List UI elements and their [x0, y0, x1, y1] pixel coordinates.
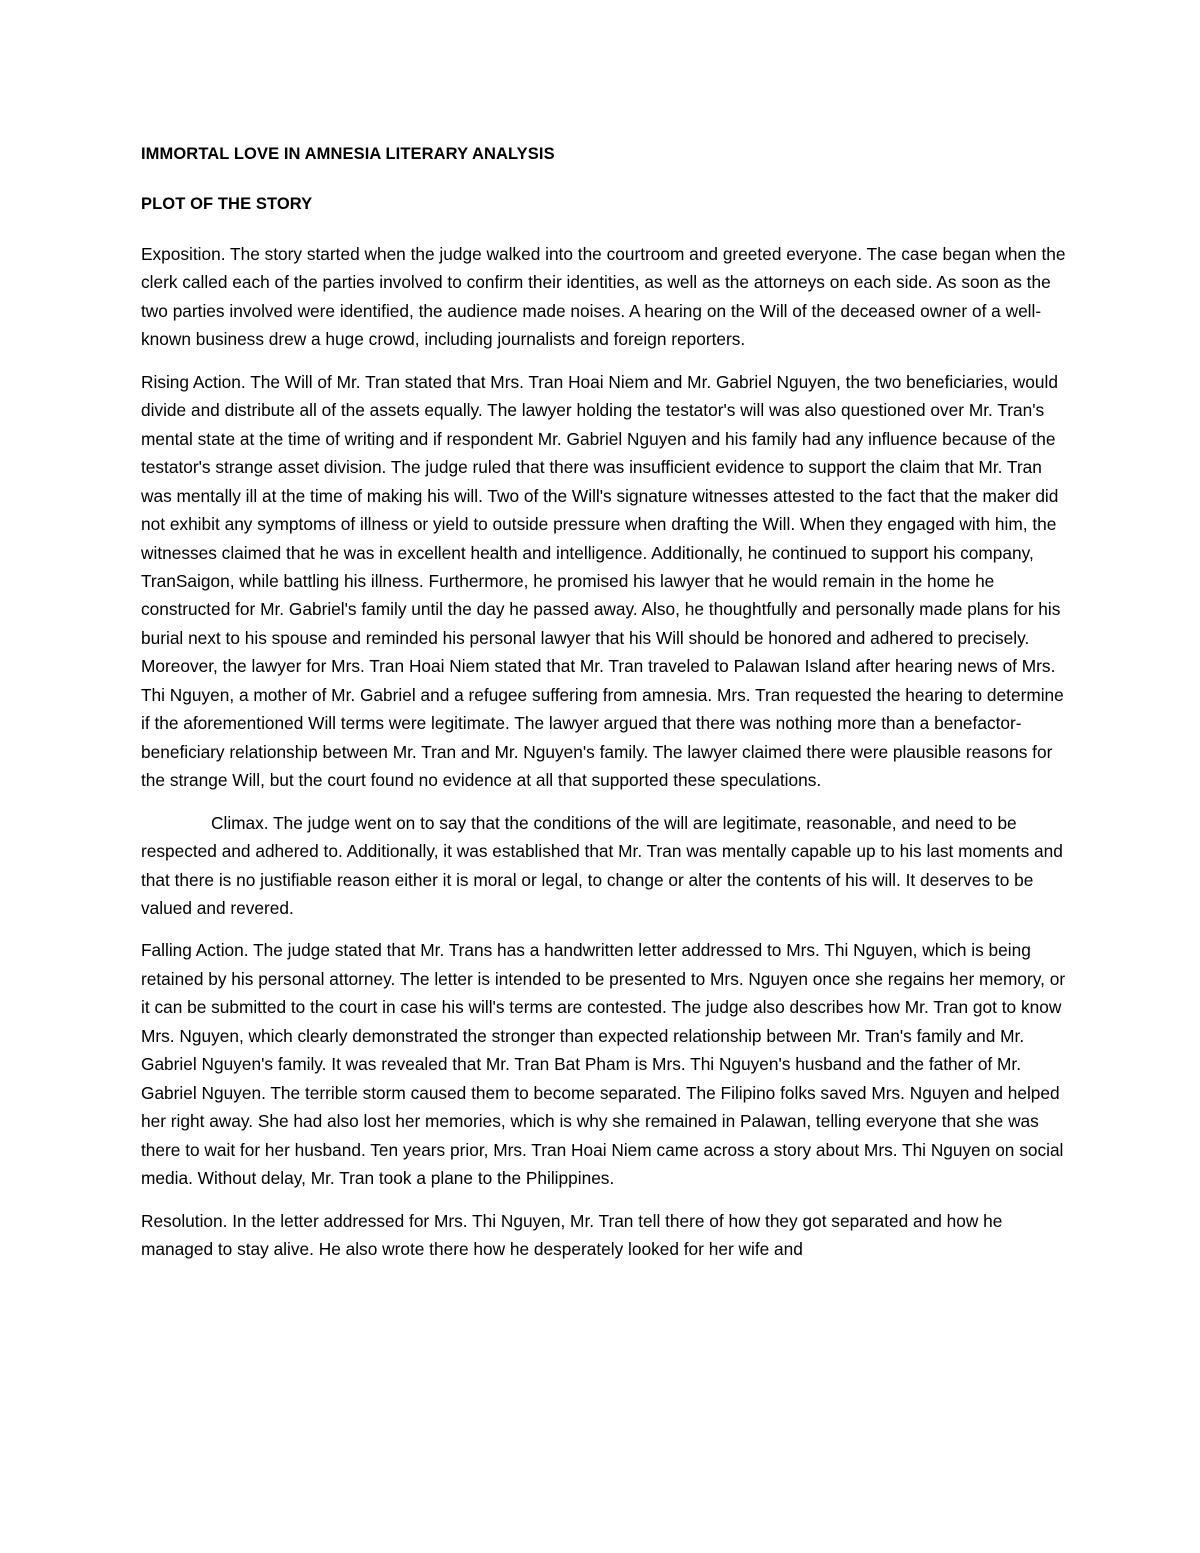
paragraph-climax: Climax. The judge went on to say that the conditions of the will are legitimate, reasonable, and need to be respected and adhered to. Additionally, it was established that Mr. Tran was mentally capable up to his last moments and that there is no justifiable reason either it is moral or legal, to change or alter the contents of his will. It deserves to be valued and revered. [141, 812, 1063, 918]
section-heading: PLOT OF THE STORY [141, 195, 313, 213]
paragraph-resolution: Resolution. In the letter addressed for Mrs. Thi Nguyen, Mr. Tran tell there of how they got separated and how he managed to stay alive. He also wrote there how he desperately looked for her wife and [141, 1210, 1003, 1259]
paragraph-exposition: Exposition. The story started when the judge walked into the courtroom and greeted everyone. The case began when the clerk called each of the parties involved to confirm their identities, as well as the attorneys on each side. As soon as the two parties involved were identified, the audience made noises. A hearing on the Will of the deceased owner of a well-known business drew a huge crowd, including journalists and foreign reporters. [141, 244, 1066, 350]
document-title: IMMORTAL LOVE IN AMNESIA LITERARY ANALYSIS [141, 145, 555, 163]
paragraph-rising-action: Rising Action. The Will of Mr. Tran stated that Mrs. Tran Hoai Niem and Mr. Gabriel Nguyen, the two beneficiaries, would divide and distribute all of the assets equally. The lawyer holding the testator's will was also questioned over Mr. Tran's mental state at the time of writing and if respondent Mr. Gabriel Nguyen and his family had any influence because of the testator's strange asset division. The judge ruled that there was insufficient evidence to support the claim that Mr. Tran was mentally ill at the time of making his will. Two of the Will's signature witnesses attested to the fact that the maker did not exhibit any symptoms of illness or yield to outside pressure when drafting the Will. When they engaged with him, the witnesses claimed that he was in excellent health and intelligence. Additionally, he continued to support his company, TranSaigon, while battling his illness. Furthermore, he promised his lawyer that he would remain in the home he constructed for Mr. Gabriel's family until the day he passed away. Also, he thoughtfully and personally made plans for his burial next to his spouse and reminded his personal lawyer that his Will should be honored and adhered to precisely. Moreover, the lawyer for Mrs. Tran Hoai Niem stated that Mr. Tran traveled to Palawan Island after hearing news of Mrs. Thi Nguyen, a mother of Mr. Gabriel and a refugee suffering from amnesia. Mrs. Tran requested the hearing to determine if the aforementioned Will terms were legitimate. The lawyer argued that there was nothing more than a benefactor-beneficiary relationship between Mr. Tran and Mr. Nguyen's family. The lawyer claimed there were plausible reasons for the strange Will, but the court found no evidence at all that supported these speculations. [141, 371, 1064, 791]
paragraph-falling-action: Falling Action. The judge stated that Mr. Trans has a handwritten letter addressed to Mrs. Thi Nguyen, which is being retained by his personal attorney. The letter is intended to be presented to Mrs. Nguyen once she regains her memory, or it can be submitted to the court in case his will's terms are contested. The judge also describes how Mr. Tran got to know Mrs. Nguyen, which clearly demonstrated the stronger than expected relationship between Mr. Tran's family and Mr. Gabriel Nguyen's family. It was revealed that Mr. Tran Bat Pham is Mrs. Thi Nguyen's husband and the father of Mr. Gabriel Nguyen. The terrible storm caused them to become separated. The Filipino folks saved Mrs. Nguyen and helped her right away. She had also lost her memories, which is why she remained in Palawan, telling everyone that she was there to wait for her husband. Ten years prior, Mrs. Tran Hoai Niem came across a story about Mrs. Thi Nguyen on social media. Without delay, Mr. Tran took a plane to the Philippines. [141, 940, 1066, 1189]
